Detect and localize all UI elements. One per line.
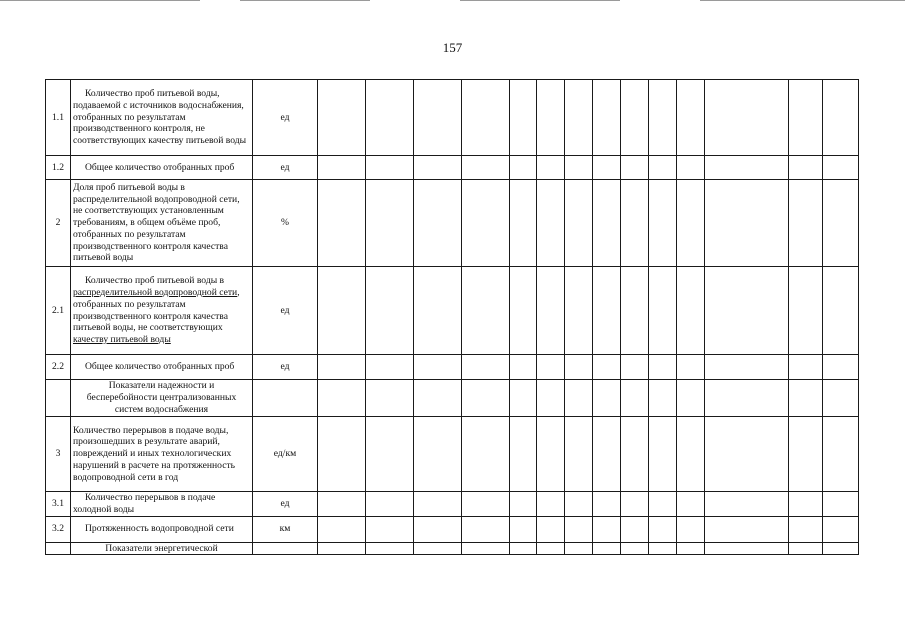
indicator-name: Количество перерывов в подаче воды, произошедших в результате аварий, повреждений и иных технологических нарушений в расчете на протяженность водопроводной сети в год [71,417,253,492]
unit-cell: ед [253,492,318,517]
row-number: 1.1 [46,80,71,156]
indicator-name: Общее количество отобранных проб [71,355,253,380]
indicator-name: Протяженность водопроводной сети [71,516,253,542]
table-row [46,417,859,492]
row-number: 2 [46,180,71,267]
row-number: 1.2 [46,156,71,180]
row-number: 2.1 [46,267,71,355]
unit-cell: ед/км [253,417,318,492]
row-number: 2.2 [46,355,71,380]
row-number: 3.1 [46,492,71,517]
table-row [46,180,859,267]
table-row [46,156,859,180]
unit-cell [253,542,318,555]
indicator-name: Общее количество отобранных проб [71,156,253,180]
row-number [46,380,71,417]
table-row [46,80,859,156]
unit-cell: ед [253,355,318,380]
section-header-row [46,380,859,417]
page-number: 157 [442,40,463,55]
table-row [46,355,859,380]
indicators-table [45,79,859,555]
name-part: Количество проб питьевой воды в [85,275,225,287]
section-title: Показатели энергетической [71,542,253,555]
indicator-name [71,267,253,355]
section-title: Показатели надежности и бесперебойности централизованных систем водоснабжения [71,380,253,417]
table-row [46,516,859,542]
table-row [46,492,859,517]
unit-cell: ед [253,267,318,355]
indicator-name: Доля проб питьевой воды в распределительной водопроводной сети, не соответствующих установленным требованиям, в общем объёме проб, отобранных по результатам производственного контроля качества питьевой воды [71,180,253,267]
section-header-row [46,542,859,555]
name-part-underlined: распределительной водопроводной сети [73,286,238,298]
scan-top-edge [0,0,905,2]
row-number: 3.2 [46,516,71,542]
row-number: 3 [46,417,71,492]
table-row [46,267,859,355]
row-number [46,542,71,555]
unit-cell: ед [253,80,318,156]
indicator-name: Количество проб питьевой воды, подаваемой с источников водоснабжения, отобранных по результатам производственного контроля, не соответствующих качеству питьевой воды [71,80,253,156]
unit-cell: ед [253,156,318,180]
name-part-underlined: качеству питьевой воды [73,334,171,346]
unit-cell: % [253,180,318,267]
unit-cell: км [253,516,318,542]
name-part: , отобранных по результатам производственного контроля качества питьевой воды, не соответствующих [73,286,240,334]
indicator-name: Количество перерывов в подаче холодной воды [71,492,253,517]
unit-cell [253,380,318,417]
